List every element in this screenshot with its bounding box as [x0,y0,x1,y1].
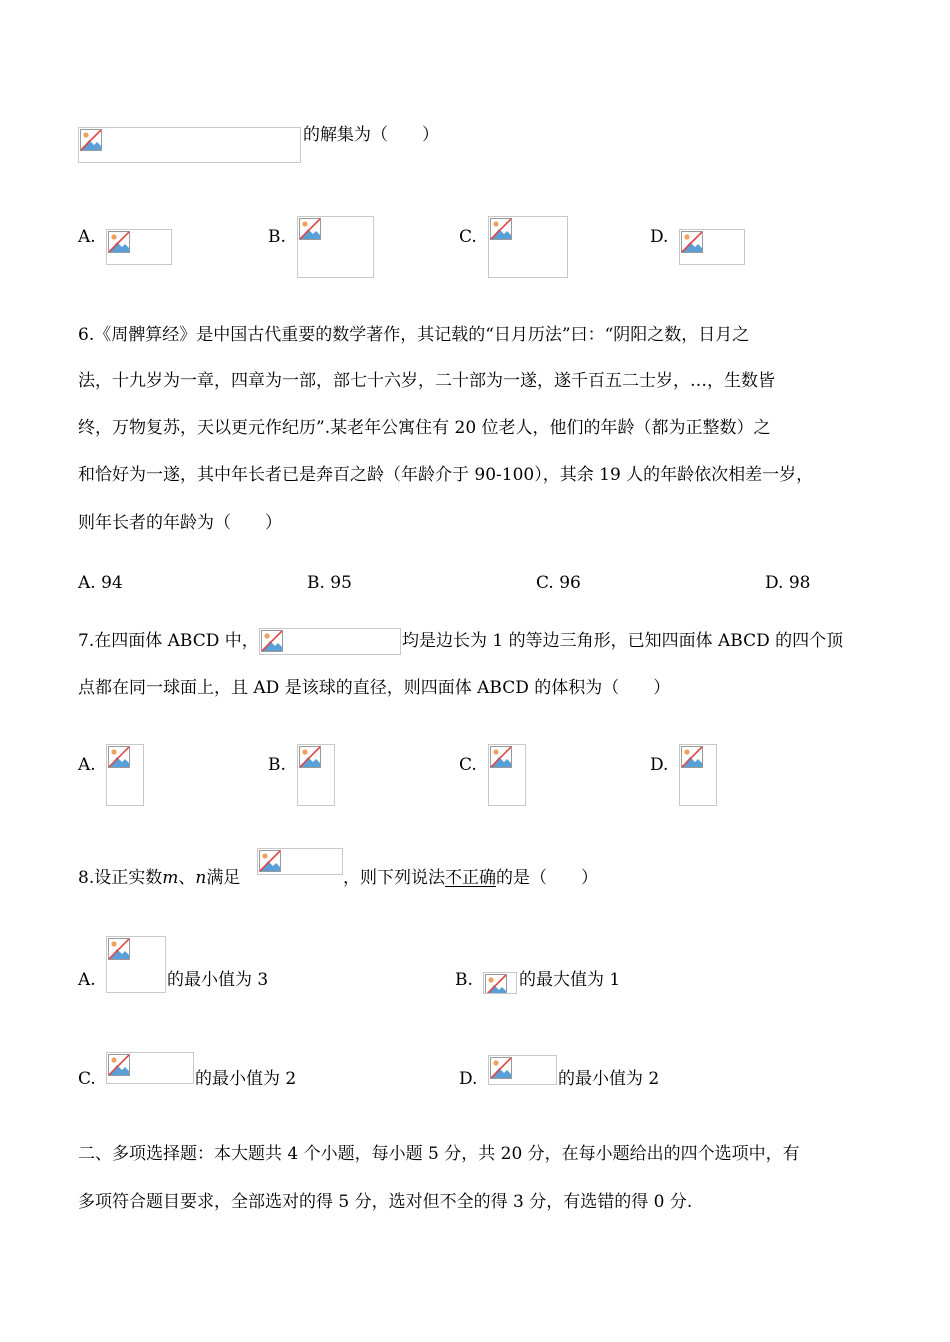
q8-option-d-text: 的最小值为 2 [558,1069,660,1089]
q7-option-b-label: B. [268,755,286,775]
section2-instructions-line-2: 多项符合题目要求，全部选对的得 5 分，选对但不全的得 3 分，有选错的得 0 分. [78,1192,693,1212]
q7-option-c-image [488,744,526,806]
q8-stem-post-text-2: 的是（ ） [496,868,598,888]
q8-stem-mid: 满足 [206,868,241,888]
q5-option-b-label: B. [268,227,286,247]
q8-option-c-text: 的最小值为 2 [195,1069,297,1089]
q8-stem-post-text-1: ，则下列说法 [343,868,445,888]
q5-option-c-label: C. [459,227,477,247]
formula-image [257,848,343,875]
q5-option-d-label: D. [650,227,669,247]
q7-option-c-label: C. [459,755,477,775]
q8-option-b-text: 的最大值为 1 [519,970,621,990]
q6-stem-line-5: 则年长者的年龄为（ ） [78,513,282,533]
var-n: n [195,868,207,888]
q7-stem-line-2: 点都在同一球面上，且 AD 是该球的直径，则四面体 ABCD 的体积为（ ） [78,678,671,698]
q8-stem-pre-text: 8.设正实数 [78,868,163,888]
q8-stem-sep: 、 [178,868,196,888]
q7-stem-line-1-post: 均是边长为 1 的等边三角形，已知四面体 ABCD 的四个顶 [402,631,844,651]
q7-option-a-image [106,744,144,806]
section2-instructions-line-1: 二、多项选择题：本大题共 4 个小题，每小题 5 分，共 20 分，在每小题给出的四个选项中，有 [78,1144,800,1164]
q8-option-d-label: D. [459,1069,478,1089]
q7-option-d-image [679,744,717,806]
q8-option-b-label: B. [455,970,473,990]
q7-stem-line-1-pre: 7.在四面体 ABCD 中， [78,631,259,651]
q6-stem-line-3: 终，万物复苏，天以更元作纪历”.某老年公寓住有 20 位老人，他们的年龄（都为正整数）之 [78,418,771,438]
q8-option-a-label: A. [78,970,96,990]
q8-underlined-phrase: 不正确 [445,868,496,888]
q8-option-a-text: 的最小值为 3 [167,970,269,990]
var-m: m [162,868,179,888]
q8-option-a-image [106,936,166,993]
q6-option-d: D. 98 [765,573,811,593]
q8-stem-post [343,866,598,890]
q6-option-b: B. 95 [307,573,352,593]
q7-option-b-image [297,744,335,806]
q6-stem-line-1: 6.《周髀算经》是中国古代重要的数学著作，其记载的“日月历法”曰：“阴阳之数，日月之 [78,325,750,345]
q6-stem-line-2: 法，十九岁为一章，四章为一部，部七十六岁，二十部为一遂，遂千百五二士岁，…，生数皆 [78,371,775,391]
formula-image [259,628,401,655]
q7-option-a-label: A. [78,755,96,775]
q8-option-c-image [106,1052,194,1084]
q8-option-c-label: C. [78,1069,96,1089]
q5-option-a-image [106,229,172,265]
q5-option-d-image [679,229,745,265]
q5-option-a-label: A. [78,227,96,247]
q8-option-d-image [488,1055,557,1085]
q6-stem-line-4: 和恰好为一遂，其中年长者已是奔百之龄（年龄介于 90-100），其余 19 人的年龄依次相差一岁， [78,465,814,485]
q8-stem-pre [78,866,240,890]
formula-image [78,127,301,163]
q6-option-c: C. 96 [536,573,581,593]
q5-stem-tail: 的解集为（ ） [303,125,439,145]
q5-option-c-image [488,216,568,278]
q5-option-b-image [297,216,374,278]
q6-option-a: A. 94 [78,573,123,593]
q7-option-d-label: D. [650,755,669,775]
q8-option-b-image [483,972,517,994]
